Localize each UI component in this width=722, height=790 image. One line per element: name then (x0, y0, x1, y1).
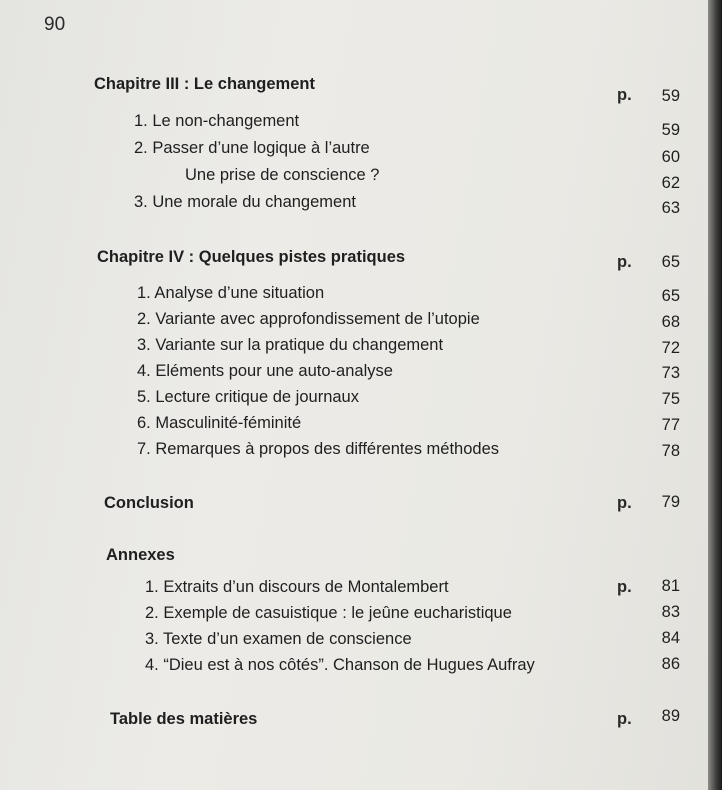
page-ref: 59 (661, 121, 680, 139)
toc-entry: 3. Une morale du changement (134, 193, 356, 211)
page-prefix: p. (617, 253, 632, 271)
toc-entry: 7. Remarques à propos des différentes méthodes (137, 440, 499, 458)
page-ref: 89 (661, 707, 680, 725)
page-ref: 62 (661, 174, 680, 192)
section-heading: Annexes (106, 546, 175, 564)
chapter-heading: Chapitre IV : Quelques pistes pratiques (97, 248, 406, 266)
page-ref: 75 (661, 390, 680, 408)
page-ref: 83 (661, 603, 680, 621)
page-ref: 65 (661, 287, 680, 305)
toc-entry: 4. Eléments pour une auto-analyse (137, 362, 393, 380)
page-ref: 78 (661, 442, 680, 460)
toc-entry: 2. Variante avec approfondissement de l’utopie (137, 310, 480, 328)
toc-entry: 3. Texte d’un examen de conscience (145, 630, 412, 648)
toc-entry: 4. “Dieu est à nos côtés”. Chanson de Hugues Aufray (145, 656, 535, 674)
toc-entry: 5. Lecture critique de journaux (137, 388, 359, 406)
page-prefix: p. (617, 86, 632, 104)
section-heading: Conclusion (104, 494, 194, 512)
page-ref: 63 (661, 199, 680, 217)
page-ref: 60 (661, 148, 680, 166)
toc-entry: 1. Le non-changement (134, 112, 300, 130)
page-prefix: p. (617, 494, 632, 512)
page-ref: 72 (661, 339, 680, 357)
page-edge (708, 0, 722, 790)
toc-entry: 1. Extraits d’un discours de Montalembert (145, 578, 449, 596)
chapter-heading: Chapitre III : Le changement (94, 75, 315, 93)
toc-entry: 2. Exemple de casuistique : le jeûne eucharistique (145, 604, 512, 622)
toc-entry: 3. Variante sur la pratique du changement (137, 336, 444, 354)
page-ref: 84 (661, 629, 680, 647)
page-prefix: p. (617, 710, 632, 728)
page-prefix: p. (617, 578, 632, 596)
toc-entry: 6. Masculinité-féminité (137, 414, 302, 432)
section-heading: Table des matières (110, 710, 258, 728)
page-ref: 59 (661, 87, 680, 105)
page-number: 90 (44, 14, 66, 35)
page-ref: 73 (661, 364, 680, 382)
page-ref: 79 (661, 493, 680, 511)
toc-entry: 1. Analyse d’une situation (137, 284, 325, 302)
page-ref: 81 (661, 577, 680, 595)
page-ref: 68 (661, 313, 680, 331)
toc-entry: Une prise de conscience ? (185, 166, 380, 184)
page-ref: 86 (661, 655, 680, 673)
page-ref: 77 (661, 416, 680, 434)
toc-entry: 2. Passer d’une logique à l’autre (134, 139, 370, 157)
page-ref: 65 (661, 253, 680, 271)
